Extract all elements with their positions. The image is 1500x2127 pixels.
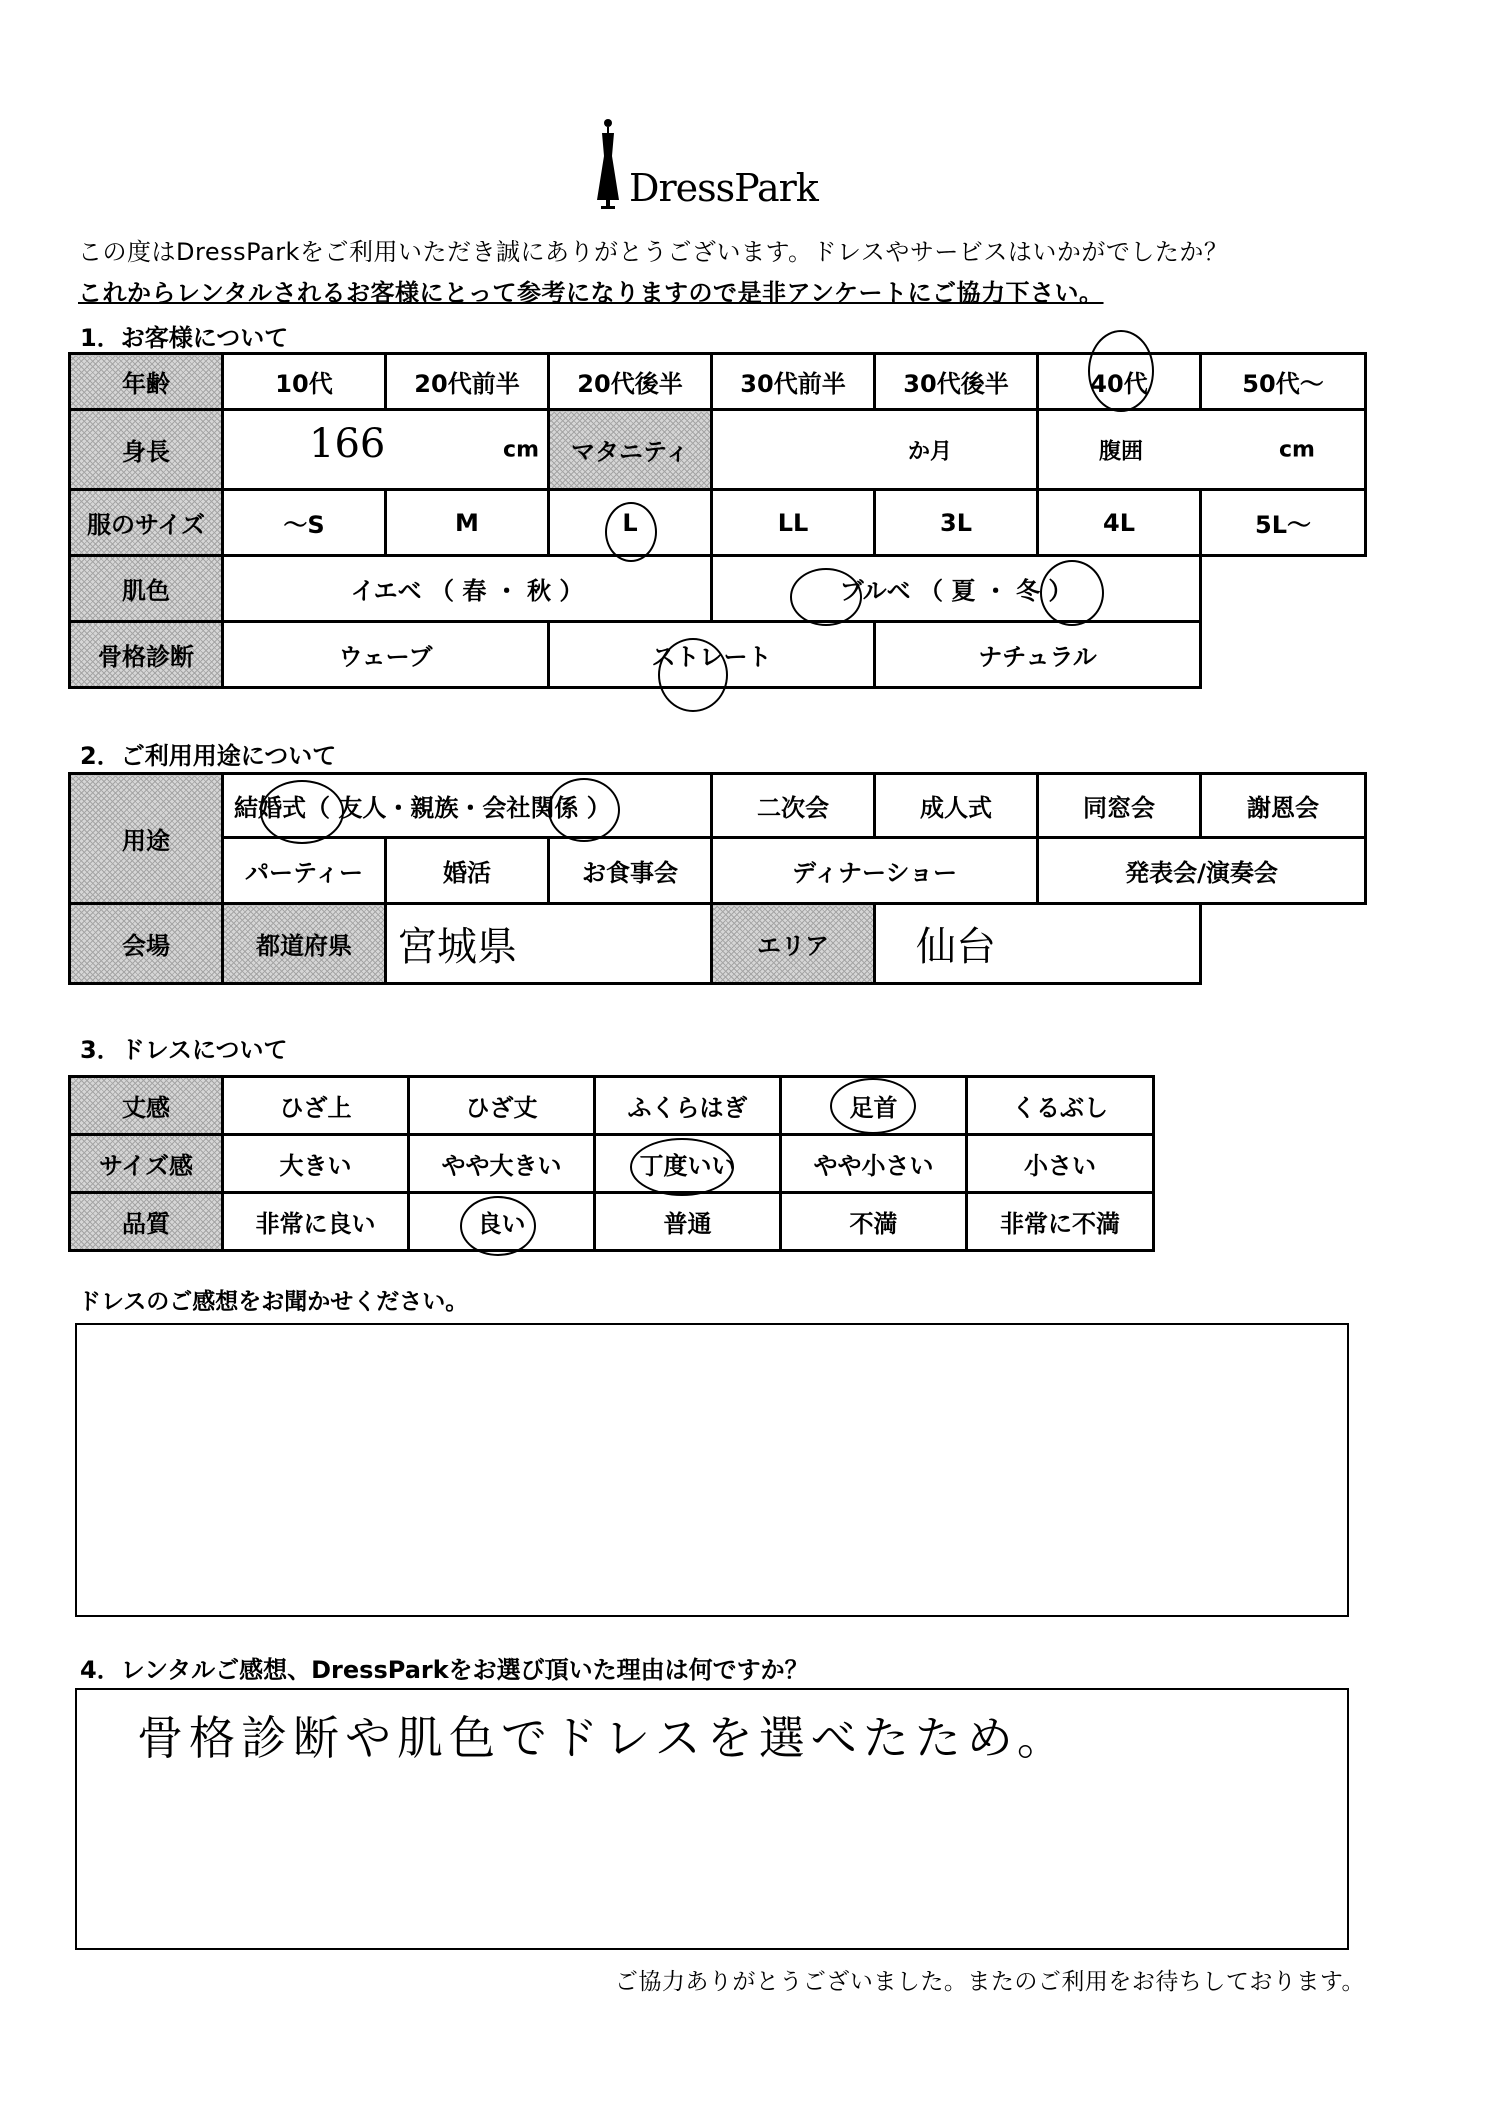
reason-answer: 骨格診断や肌色でドレスを選べたため。 (137, 1711, 1069, 1765)
skin-header: 肌色 (70, 556, 223, 622)
purpose-option[interactable]: ディナーショー (712, 838, 1038, 904)
size-option-selected[interactable]: L (549, 490, 712, 556)
selection-circle (548, 778, 620, 842)
purpose-option[interactable]: お食事会 (549, 838, 712, 904)
length-option[interactable]: ひざ上 (223, 1077, 409, 1135)
area-field[interactable] (875, 904, 1201, 984)
area-label: エリア (712, 904, 875, 984)
fit-header: サイズ感 (70, 1135, 223, 1193)
quality-header: 品質 (70, 1193, 223, 1251)
size-option[interactable]: 3L (875, 490, 1038, 556)
fit-option-selected[interactable]: 丁度いい (595, 1135, 781, 1193)
selection-circle (460, 1196, 536, 1256)
fit-option[interactable]: やや小さい (781, 1135, 967, 1193)
section3-title: 3．ドレスについて (80, 1036, 288, 1064)
length-header: 丈感 (70, 1077, 223, 1135)
quality-option[interactable]: 不満 (781, 1193, 967, 1251)
length-option[interactable]: くるぶし (967, 1077, 1154, 1135)
age-option[interactable]: 50代～ (1201, 354, 1366, 410)
impression-prompt: ドレスのご感想をお聞かせください。 (78, 1289, 469, 1315)
maternity-unit: か月 (908, 439, 953, 464)
intro-line-2: これからレンタルされるお客様にとって参考になりますので是非アンケートにご協力下さい。 (78, 279, 1104, 307)
customer-table (68, 352, 1367, 689)
area-value: 仙台 (916, 924, 996, 970)
selection-circle (658, 638, 728, 712)
section1-title: 1．お客様について (80, 324, 289, 352)
impression-textarea[interactable] (75, 1323, 1349, 1617)
purpose-option[interactable]: パーティー (223, 838, 386, 904)
bone-option[interactable]: ナチュラル (875, 622, 1201, 688)
length-option[interactable]: ふくらはぎ (595, 1077, 781, 1135)
quality-option[interactable]: 非常に不満 (967, 1193, 1154, 1251)
length-option[interactable]: ひざ丈 (409, 1077, 595, 1135)
selection-circle (1040, 560, 1104, 626)
quality-option[interactable]: 普通 (595, 1193, 781, 1251)
age-option[interactable]: 20代後半 (549, 354, 712, 410)
intro-line-1: この度はDressParkをご利用いただき誠にありがとうございます。ドレスやサービスはいかがでしたか？ (78, 238, 1229, 266)
logo-text: DressPark (629, 166, 818, 210)
bone-header: 骨格診断 (70, 622, 223, 688)
purpose-header: 用途 (70, 774, 223, 904)
purpose-option[interactable]: 婚活 (386, 838, 549, 904)
quality-option[interactable]: 非常に良い (223, 1193, 409, 1251)
fit-option[interactable]: 大きい (223, 1135, 409, 1193)
dress-table (68, 1075, 1155, 1252)
size-header: 服のサイズ (70, 490, 223, 556)
purpose-wedding[interactable]: 結婚式（ 友人・親族・会社関係 ） (223, 774, 712, 838)
bone-option[interactable]: ウェーブ (223, 622, 549, 688)
section4-title: 4．レンタルご感想、DressParkをお選び頂いた理由は何ですか？ (80, 1656, 809, 1684)
purpose-option[interactable]: 謝恩会 (1201, 774, 1366, 838)
prefecture-field[interactable] (386, 904, 712, 984)
fit-option[interactable]: 小さい (967, 1135, 1154, 1193)
quality-option-selected[interactable]: 良い (409, 1193, 595, 1251)
waist-cell[interactable] (1038, 410, 1366, 490)
selection-circle (790, 568, 862, 626)
height-value: 166 (309, 421, 386, 467)
purpose-option[interactable]: 同窓会 (1038, 774, 1201, 838)
height-unit: cm (503, 437, 539, 462)
section2-title: 2．ご利用用途について (80, 742, 337, 770)
maternity-cell[interactable] (712, 410, 1038, 490)
prefecture-value: 宮城県 (397, 924, 517, 970)
footer-thanks: ご協力ありがとうございました。またのご利用をお待ちしております。 (614, 1969, 1365, 1995)
fit-option[interactable]: やや大きい (409, 1135, 595, 1193)
age-option[interactable]: 20代前半 (386, 354, 549, 410)
dress-icon (595, 118, 621, 210)
purpose-option[interactable]: 二次会 (712, 774, 875, 838)
reason-textarea[interactable] (75, 1688, 1349, 1950)
age-option[interactable]: 30代後半 (875, 354, 1038, 410)
length-option-selected[interactable]: 足首 (781, 1077, 967, 1135)
selection-circle (630, 1138, 734, 1196)
age-option[interactable]: 30代前半 (712, 354, 875, 410)
height-header: 身長 (70, 410, 223, 490)
waist-label: 腹囲 (1099, 439, 1144, 464)
waist-unit: cm (1279, 437, 1315, 462)
age-option-selected[interactable]: 40代 (1038, 354, 1201, 410)
bone-option-selected[interactable]: ストレート (549, 622, 875, 688)
maternity-label: マタニティ (549, 410, 712, 490)
size-option[interactable]: LL (712, 490, 875, 556)
height-cell[interactable] (223, 410, 549, 490)
selection-circle (605, 502, 657, 562)
purpose-option[interactable]: 成人式 (875, 774, 1038, 838)
selection-circle (260, 780, 344, 844)
prefecture-label: 都道府県 (223, 904, 386, 984)
dresspark-logo (595, 118, 818, 210)
skin-blue-base[interactable]: ブルベ （ 夏 ・ 冬 ） (712, 556, 1201, 622)
size-option[interactable]: 4L (1038, 490, 1201, 556)
size-option[interactable]: M (386, 490, 549, 556)
age-option[interactable]: 10代 (223, 354, 386, 410)
selection-circle (1088, 330, 1154, 412)
selection-circle (830, 1078, 916, 1134)
venue-header: 会場 (70, 904, 223, 984)
size-option[interactable]: 5L～ (1201, 490, 1366, 556)
size-option[interactable]: ～S (223, 490, 386, 556)
skin-yellow-base[interactable]: イエベ （ 春 ・ 秋 ） (223, 556, 712, 622)
purpose-option[interactable]: 発表会/演奏会 (1038, 838, 1366, 904)
age-header: 年齢 (70, 354, 223, 410)
